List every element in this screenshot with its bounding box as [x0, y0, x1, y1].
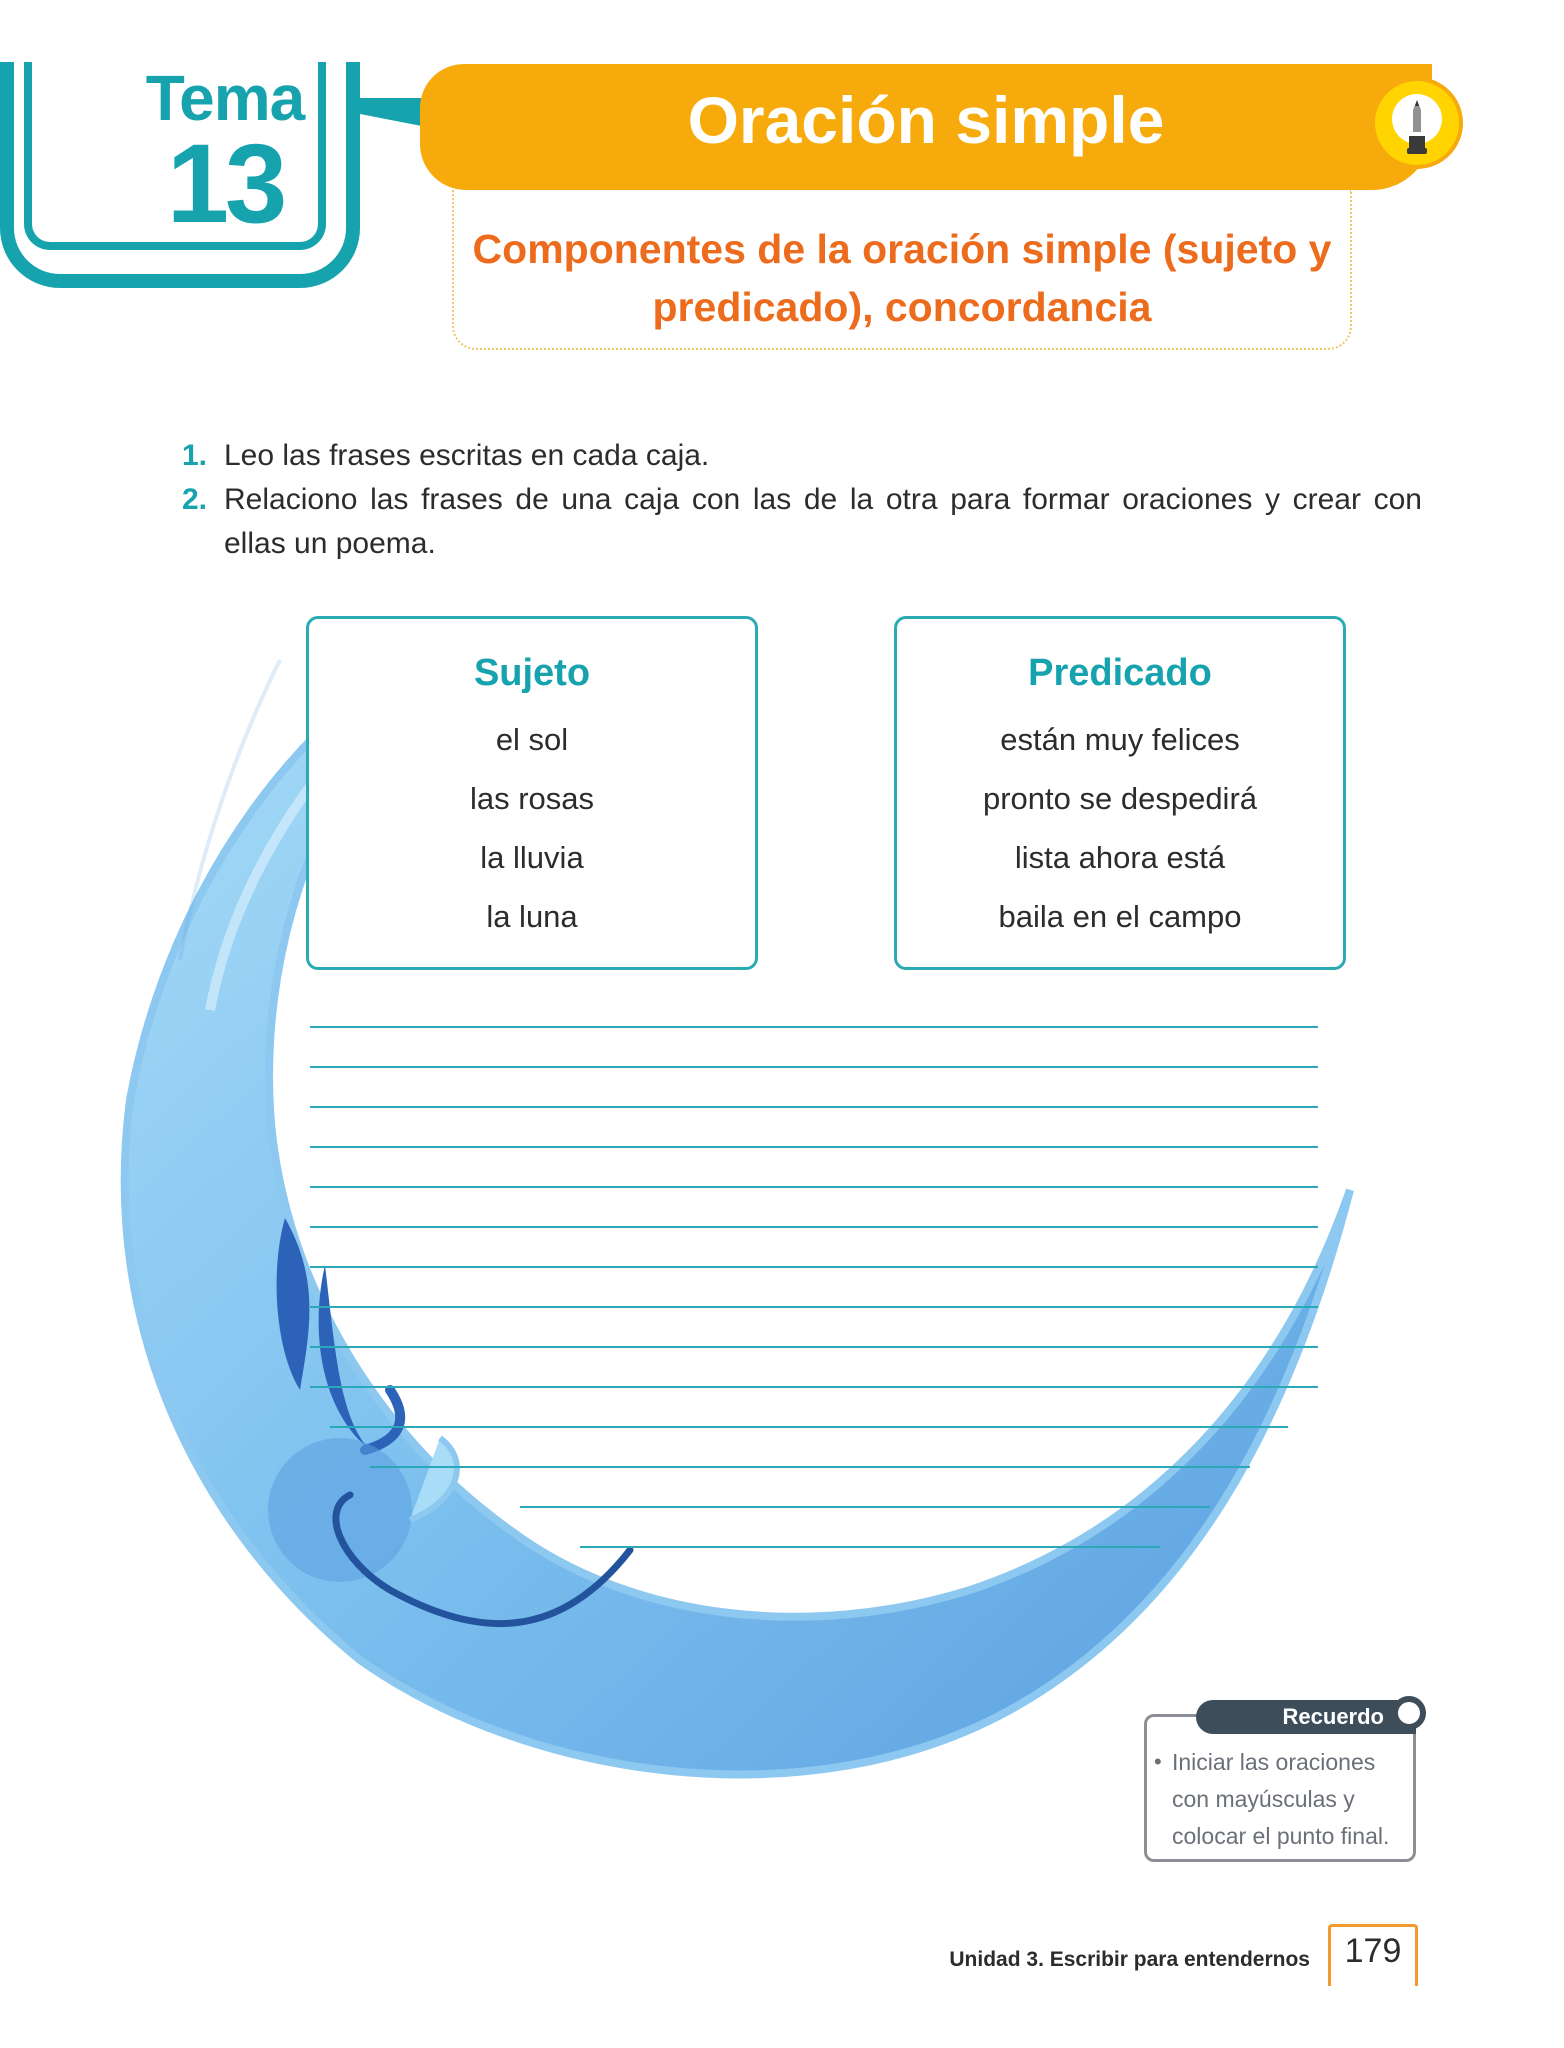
tema-label: Tema	[145, 62, 305, 134]
predicado-item: baila en el campo	[998, 899, 1242, 934]
sujeto-item: el sol	[495, 722, 569, 757]
lightbulb-pencil-icon	[1370, 76, 1464, 170]
writing-line[interactable]	[310, 1226, 1318, 1228]
writing-line[interactable]	[330, 1426, 1288, 1428]
sujeto-title: Sujeto	[473, 652, 591, 694]
predicado-item: lista ahora está	[1014, 840, 1226, 875]
page-title: Oración simple	[687, 83, 1165, 157]
sujeto-item: la luna	[486, 899, 578, 934]
writing-line[interactable]	[310, 1146, 1318, 1148]
predicado-item: están muy felices	[1000, 722, 1240, 757]
instruction-item	[182, 478, 1422, 566]
recuerdo-circle-icon	[1392, 1696, 1426, 1730]
writing-line[interactable]	[520, 1506, 1210, 1508]
writing-line[interactable]	[310, 1106, 1318, 1108]
writing-line[interactable]	[370, 1466, 1250, 1468]
writing-line[interactable]	[310, 1266, 1318, 1268]
page-subtitle: Componentes de la oración simple (sujeto y predicado), concordancia	[472, 226, 1332, 330]
predicado-item: pronto se despedirá	[982, 781, 1258, 816]
instruction-number: 1.	[182, 439, 208, 472]
recuerdo-title: Recuerdo	[1282, 1704, 1384, 1729]
writing-line[interactable]	[580, 1546, 1160, 1548]
unit-footer: Unidad 3. Escribir para entendernos	[949, 1948, 1310, 1971]
sujeto-item: la lluvia	[480, 840, 584, 875]
recuerdo-bullet: •	[1154, 1749, 1162, 1774]
instruction-number: 2.	[182, 483, 208, 516]
writing-line[interactable]	[310, 1066, 1318, 1068]
writing-line[interactable]	[310, 1186, 1318, 1188]
writing-line[interactable]	[310, 1026, 1318, 1028]
recuerdo-text: Iniciar las oraciones con mayúsculas y colocar el punto final.	[1172, 1749, 1390, 1849]
writing-line[interactable]	[310, 1346, 1318, 1348]
instruction-text: Relaciono las frases de una caja con las de la otra para formar oraciones y crear con ellas un poema.	[224, 483, 1422, 560]
instruction-text: Leo las frases escritas en cada caja.	[224, 439, 710, 472]
tema-number: 13	[166, 121, 284, 246]
instruction-item	[182, 434, 1422, 478]
page-number: 179	[1344, 1932, 1402, 1970]
sujeto-item: las rosas	[469, 781, 595, 816]
predicado-title: Predicado	[1028, 652, 1212, 694]
writing-line[interactable]	[310, 1386, 1318, 1388]
writing-line[interactable]	[310, 1306, 1318, 1308]
